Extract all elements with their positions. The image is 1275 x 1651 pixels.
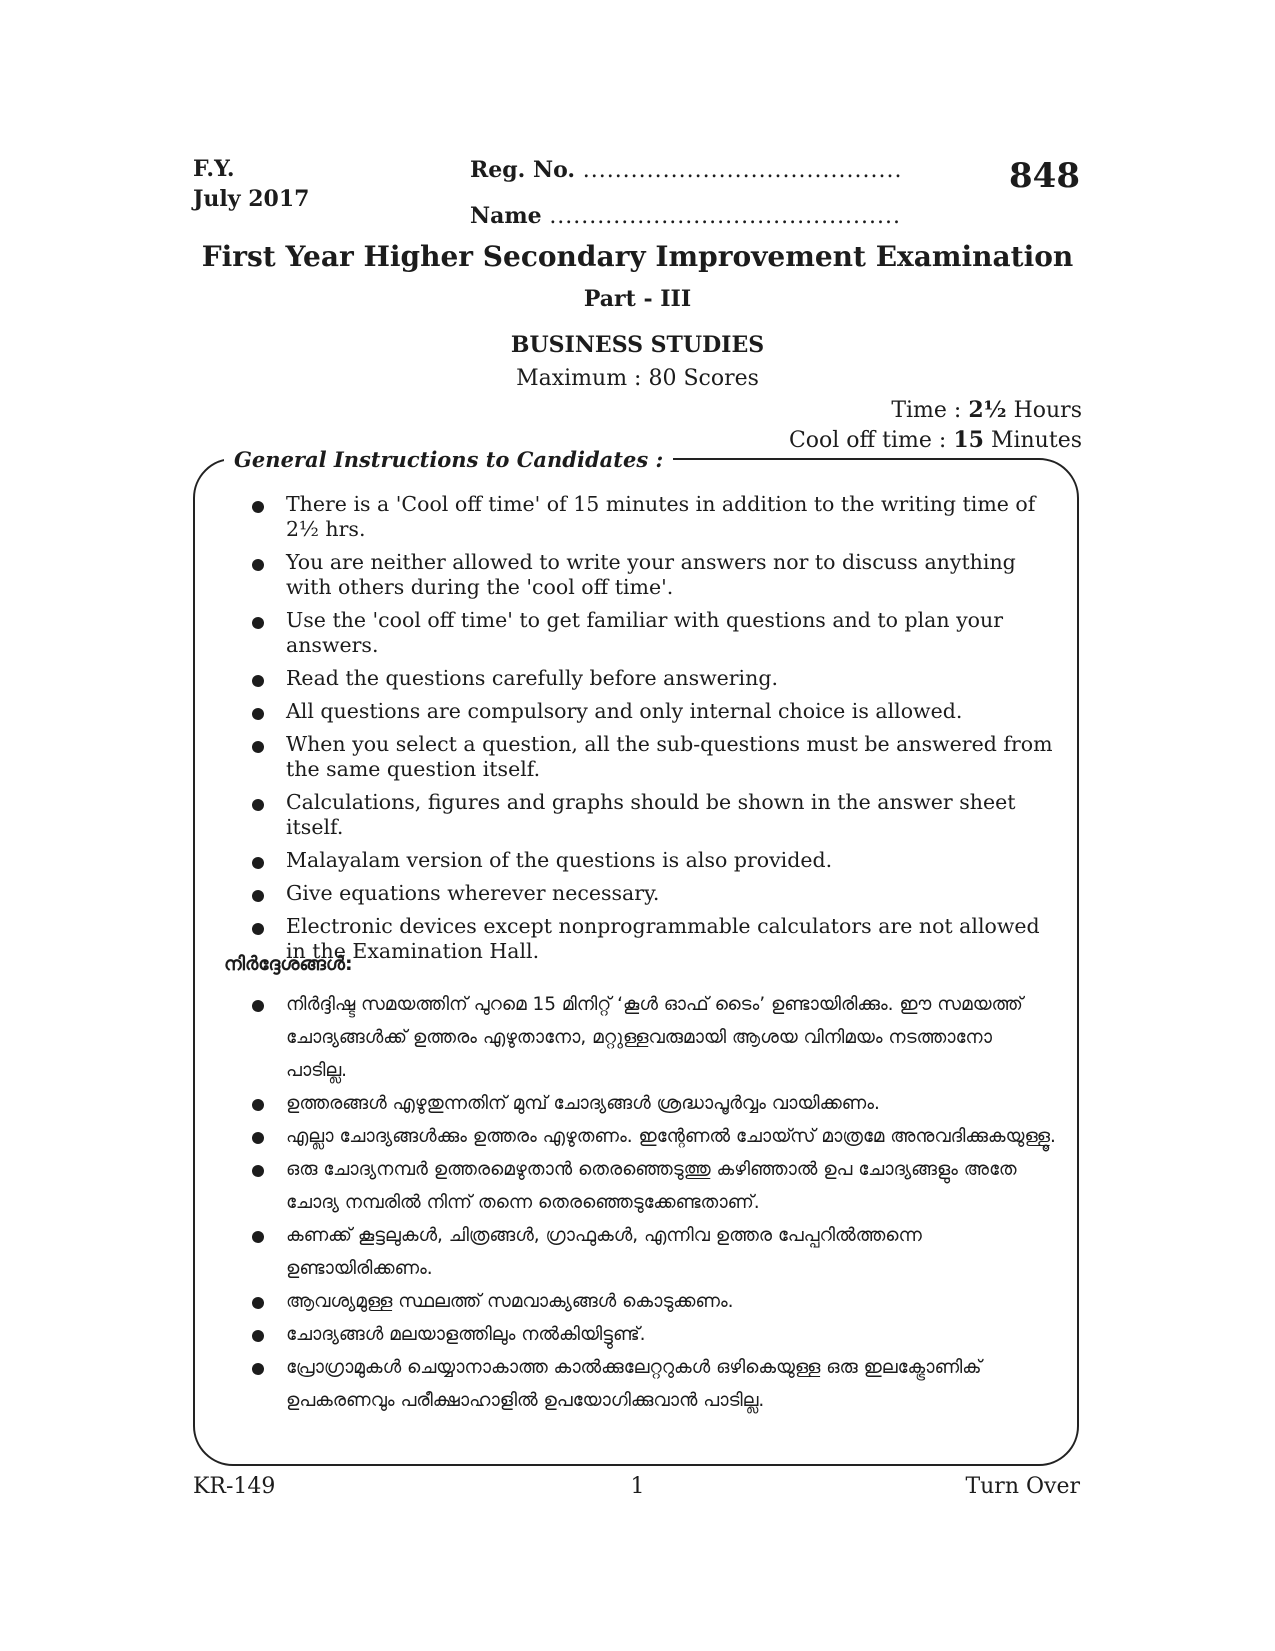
instruction-item: Electronic devices except nonprogrammable calculators are not allowed in the Examination Hall. (248, 914, 1058, 964)
instruction-item: Calculations, figures and graphs should be shown in the answer sheet itself. (248, 790, 1058, 840)
page-number: 1 (630, 1474, 645, 1499)
cool-off-time (789, 427, 1082, 453)
malayalam-instruction-item: ഉത്തരങ്ങൾ എഴുതുന്നതിന് മുമ്പ് ചോദ്യങ്ങൾ ശ്രദ്ധാപൂർവ്വം വായിക്കണം. (248, 1087, 1058, 1120)
english-instructions-list (248, 492, 1058, 972)
footer-code: KR-149 (193, 1474, 276, 1499)
cool-off-label: Cool off time : (788, 428, 954, 453)
malayalam-instruction-item: പ്രോഗ്രാമുകൾ ചെയ്യാനാകാത്ത കാൽക്കുലേറ്ററുകൾ ഒഴികെയുള്ള ഒരു ഇലക്ട്രോണിക് ഉപകരണവും പരീക്ഷാഹാളിൽ ഉപയോഗിക്കുവാൻ പാടില്ല. (248, 1351, 1058, 1417)
malayalam-instruction-item: കണക്ക് കൂട്ടലുകൾ, ചിത്രങ്ങൾ, ഗ്രാഫുകൾ, എന്നിവ ഉത്തര പേപ്പറിൽത്തന്നെ ഉണ്ടായിരിക്കണം. (248, 1219, 1058, 1285)
cool-off-unit: Minutes (983, 428, 1082, 453)
malayalam-instruction-item: എല്ലാ ചോദ്യങ്ങൾക്കും ഉത്തരം എഴുതണം. ഇന്റേണൽ ചോയ്സ് മാത്രമേ അനുവദിക്കുകയുള്ളൂ. (248, 1120, 1058, 1153)
malayalam-instruction-item: ആവശ്യമുള്ള സ്ഥലത്ത് സമവാക്യങ്ങൾ കൊടുക്കണം. (248, 1285, 1058, 1318)
cool-off-value: 15 (953, 427, 984, 453)
stream-label: F.Y. (193, 156, 235, 182)
time-unit: Hours (1006, 398, 1082, 423)
instruction-item: There is a 'Cool off time' of 15 minutes in addition to the writing time of 2½ hrs. (248, 492, 1058, 542)
reg-no-label: Reg. No. (470, 157, 576, 183)
malayalam-instruction-item: ചോദ്യങ്ങൾ മലയാളത്തിലും നൽകിയിട്ടുണ്ട്. (248, 1318, 1058, 1351)
exam-subject: BUSINESS STUDIES (510, 332, 765, 358)
time-allowed (891, 397, 1082, 423)
malayalam-instructions-list (248, 988, 1058, 1417)
malayalam-instruction-item: ഒരു ചോദ്യനമ്പർ ഉത്തരമെഴുതാൻ തെരഞ്ഞെടുത്തു കഴിഞ്ഞാൽ ഉപ ചോദ്യങ്ങളും അതേ ചോദ്യ നമ്പരിൽ നിന്ന് തന്നെ തെരഞ്ഞെടുക്കേണ്ടതാണ്. (248, 1153, 1058, 1219)
instruction-item: Use the 'cool off time' to get familiar with questions and to plan your answers. (248, 608, 1058, 658)
instruction-item: Read the questions carefully before answering. (248, 666, 1058, 691)
instruction-item: Give equations wherever necessary. (248, 881, 1058, 906)
name-blank: ............................................ (549, 204, 902, 229)
exam-title: First Year Higher Secondary Improvement Examination (201, 240, 1074, 273)
max-scores: Maximum : 80 Scores (516, 366, 759, 391)
turn-over-label: Turn Over (965, 1474, 1080, 1499)
instruction-item: You are neither allowed to write your answers nor to discuss anything with others during the 'cool off time'. (248, 550, 1058, 600)
reg-no-blank: ........................................ (582, 158, 903, 183)
exam-part: Part - III (583, 286, 692, 312)
instruction-item: All questions are compulsory and only internal choice is allowed. (248, 699, 1058, 724)
malayalam-instruction-item: നിർദ്ദിഷ്ട സമയത്തിന് പുറമെ 15 മിനിറ്റ് ‘കൂൾ ഓഫ് ടൈം’ ഉണ്ടായിരിക്കും. ഈ സമയത്ത് ചോദ്യങ്ങൾക്ക് ഉത്തരം എഴുതാനോ, മറ്റുള്ളവരുമായി ആശയ വിനിമയം നടത്താനോ പാടില്ല. (248, 988, 1058, 1087)
instruction-item: Malayalam version of the questions is also provided. (248, 848, 1058, 873)
instruction-item: When you select a question, all the sub-questions must be answered from the same question itself. (248, 732, 1058, 782)
paper-code: 848 (1009, 156, 1080, 196)
time-value: 2½ (968, 397, 1007, 423)
time-label: Time : (891, 398, 969, 423)
name-label: Name (470, 203, 542, 229)
name-field (470, 203, 901, 229)
instructions-heading: General Instructions to Candidates : (224, 447, 673, 472)
reg-no-field (470, 157, 902, 183)
exam-session: July 2017 (193, 186, 310, 212)
malayalam-instructions-heading: നിർദ്ദേശങ്ങൾ: (224, 953, 353, 975)
